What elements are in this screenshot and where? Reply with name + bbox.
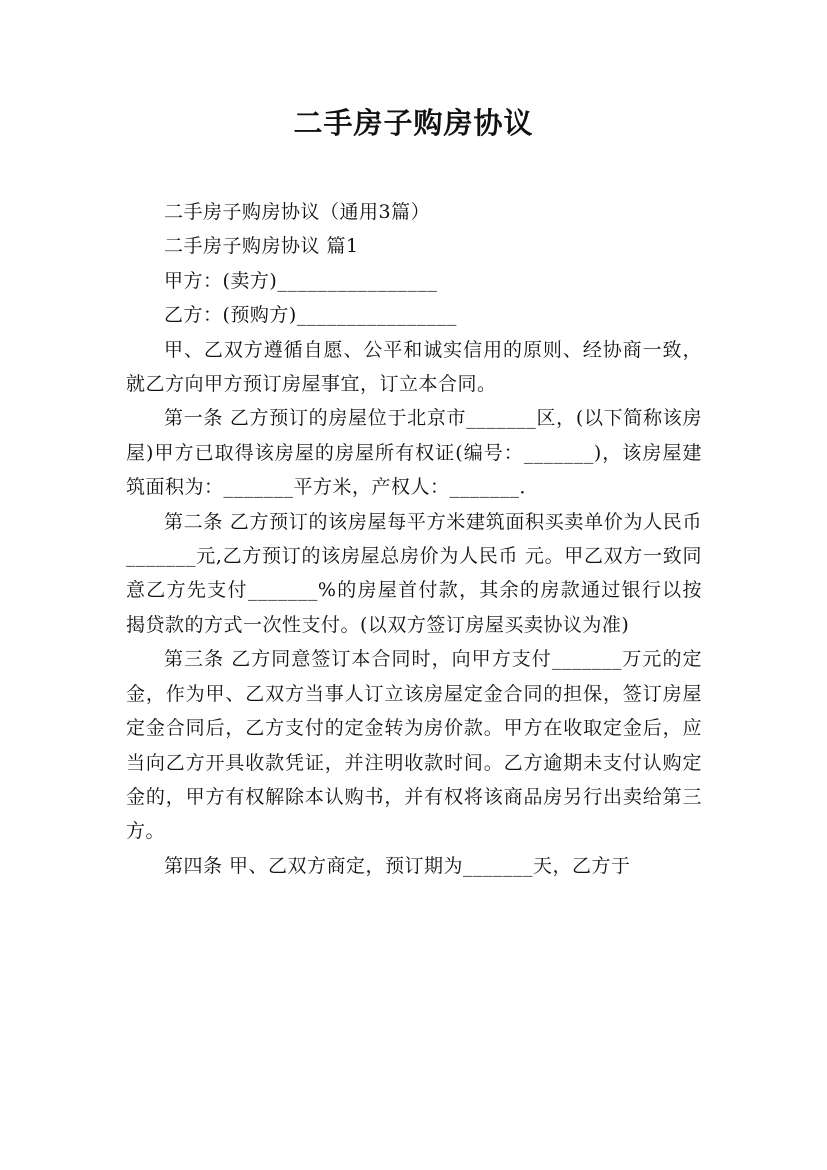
article-3-paragraph: 第三条 乙方同意签订本合同时，向甲方支付_______万元的定金，作为甲、乙双方当事人订立该房屋定金合同的担保，签订房屋定金合同后，乙方支付的定金转为房价款。甲方在收取定金后，应当向乙方开具收款凭证，并注明收款时间。乙方逾期未支付认购定金的，甲方有权解除本认购书，并有权将该商品房另行出卖给第三方。 — [126, 648, 702, 843]
preamble-paragraph: 甲、乙双方遵循自愿、公平和诚实信用的原则、经协商一致，就乙方向甲方预订房屋事宜，订立本合同。 — [126, 338, 702, 396]
article-2-paragraph: 第二条 乙方预订的该房屋每平方米建筑面积买卖单价为人民币_______元,乙方预订的该房屋总房价为人民币 元。甲乙双方一致同意乙方先支付_______%的房屋首付款，其余的房款通过银行以按揭贷款的方式一次性支付。(以双方签订房屋买卖协议为准) — [126, 510, 702, 636]
article-4-paragraph: 第四条 甲、乙双方商定，预订期为_______天，乙方于 — [164, 854, 631, 877]
subtitle-paragraph: 二手房子购房协议（通用3篇） — [164, 201, 431, 223]
document-title: 二手房子购房协议 — [293, 106, 534, 140]
document-body — [126, 195, 702, 883]
section-heading: 二手房子购房协议 篇1 — [164, 235, 359, 258]
party-a-line: 甲方：(卖方)________________ — [164, 269, 438, 292]
party-b-line: 乙方：(预购方)________________ — [164, 304, 457, 327]
article-1-paragraph: 第一条 乙方预订的房屋位于北京市_______区，(以下简称该房屋)甲方已取得该房屋的房屋所有权证(编号：_______)，该房屋建筑面积为：_______平方米，产权人：_______． — [126, 407, 702, 499]
